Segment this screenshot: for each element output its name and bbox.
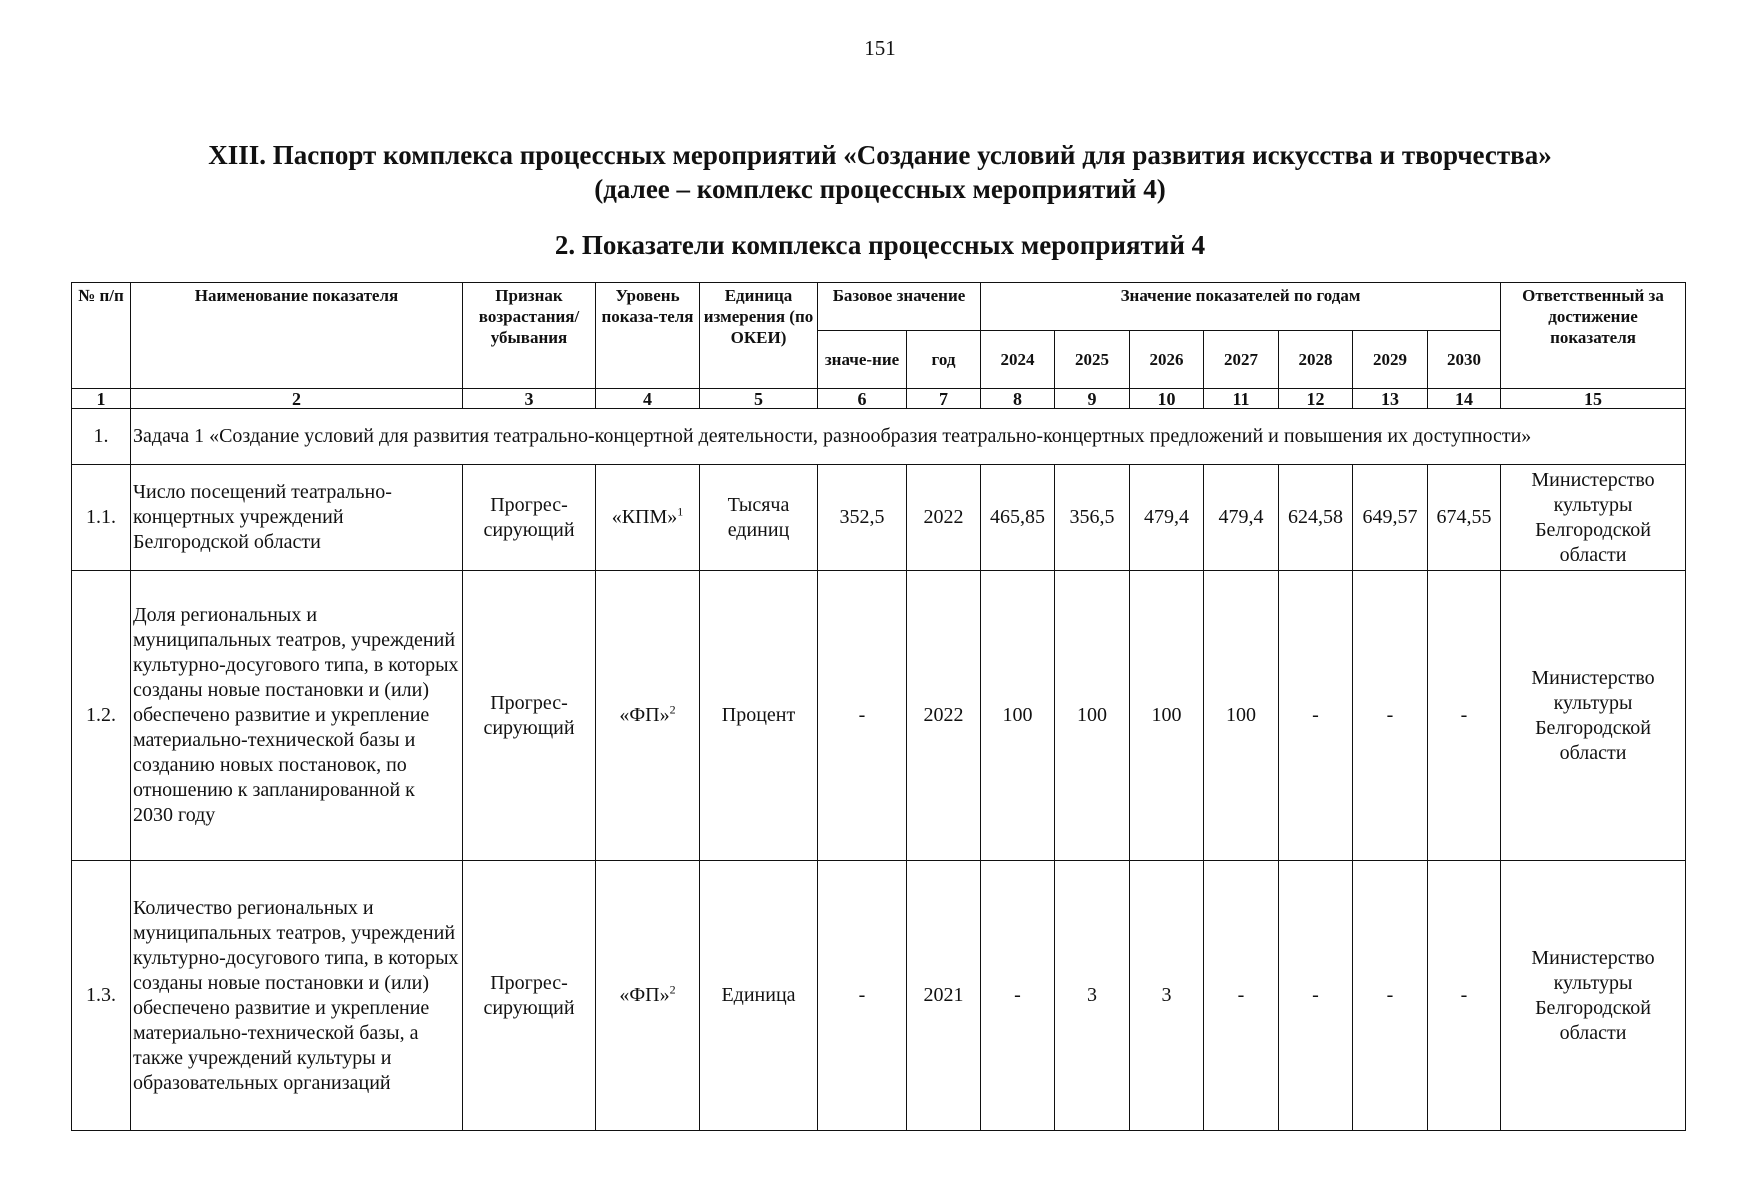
trend-cell: Прогрес-сирующий xyxy=(463,571,596,861)
base-value-cell: - xyxy=(818,861,907,1131)
column-number: 12 xyxy=(1279,389,1353,409)
task-num: 1. xyxy=(72,409,131,465)
row-num: 1.1. xyxy=(72,465,131,571)
responsible-cell: Министерство культуры Белгородской области xyxy=(1501,465,1686,571)
column-number: 15 xyxy=(1501,389,1686,409)
header-trend: Признак возрастания/ убывания xyxy=(463,283,596,389)
footnote-marker: 2 xyxy=(669,702,676,717)
value-cell: - xyxy=(1353,861,1428,1131)
header-unit: Единица измерения (по ОКЕИ) xyxy=(700,283,818,389)
value-cell: - xyxy=(1279,861,1353,1131)
level-cell xyxy=(596,861,700,1131)
value-cell: 479,4 xyxy=(1130,465,1204,571)
level-cell xyxy=(596,465,700,571)
page-number: 151 xyxy=(864,36,896,60)
level-cell xyxy=(596,571,700,861)
row-num: 1.3. xyxy=(72,861,131,1131)
header-year: 2030 xyxy=(1428,331,1501,389)
base-year-cell: 2021 xyxy=(907,861,981,1131)
value-cell: 3 xyxy=(1055,861,1130,1131)
value-cell: 649,57 xyxy=(1353,465,1428,571)
task-text: Задача 1 «Создание условий для развития театрально-концертной деятельности, разнообразия театрально-концертных предложений и повышения их доступности» xyxy=(131,409,1686,465)
value-cell: 356,5 xyxy=(1055,465,1130,571)
header-level: Уровень показа-теля xyxy=(596,283,700,389)
column-number: 7 xyxy=(907,389,981,409)
column-number: 6 xyxy=(818,389,907,409)
value-cell: - xyxy=(1279,571,1353,861)
base-year-cell: 2022 xyxy=(907,465,981,571)
header-year: 2029 xyxy=(1353,331,1428,389)
base-value-cell: 352,5 xyxy=(818,465,907,571)
header-num: № п/п xyxy=(72,283,131,389)
section-subtitle: 2. Показатели комплекса процессных мероприятий 4 xyxy=(554,230,1206,260)
column-number: 5 xyxy=(700,389,818,409)
column-number: 8 xyxy=(981,389,1055,409)
indicator-name: Число посещений театрально-концертных учреждений Белгородской области xyxy=(131,465,463,571)
value-cell: 100 xyxy=(1130,571,1204,861)
header-responsible: Ответственный за достижение показателя xyxy=(1501,283,1686,389)
base-year-cell: 2022 xyxy=(907,571,981,861)
indicators-table xyxy=(71,282,1686,1131)
trend-cell: Прогрес-сирующий xyxy=(463,465,596,571)
value-cell: - xyxy=(1204,861,1279,1131)
header-base-value: значе-ние xyxy=(818,331,907,389)
header-year: 2026 xyxy=(1130,331,1204,389)
unit-cell: Процент xyxy=(700,571,818,861)
value-cell: 100 xyxy=(1204,571,1279,861)
value-cell: - xyxy=(1353,571,1428,861)
header-year: 2027 xyxy=(1204,331,1279,389)
row-num: 1.2. xyxy=(72,571,131,861)
title-line-2: (далее – комплекс процессных мероприятий 4) xyxy=(594,174,1166,204)
responsible-cell: Министерство культуры Белгородской области xyxy=(1501,861,1686,1131)
document-title xyxy=(0,138,1760,206)
value-cell: 100 xyxy=(1055,571,1130,861)
table-row xyxy=(72,571,1686,861)
column-number: 2 xyxy=(131,389,463,409)
column-number: 11 xyxy=(1204,389,1279,409)
unit-cell: Тысяча единиц xyxy=(700,465,818,571)
column-number: 14 xyxy=(1428,389,1501,409)
indicator-name: Количество региональных и муниципальных театров, учреждений культурно-досугового типа, в которых созданы новые постановки и (или) обеспечено развитие и укрепление материально-технической базы, а также учреждений культуры и образовательных организаций xyxy=(131,861,463,1131)
value-cell: - xyxy=(1428,571,1501,861)
title-line-1: XIII. Паспорт комплекса процессных мероприятий «Создание условий для развития искусства и творчества» xyxy=(208,140,1552,170)
indicator-name: Доля региональных и муниципальных театров, учреждений культурно-досугового типа, в которых созданы новые постановки и (или) обеспечено развитие и укрепление материально-технической базы и созданию новых постановок, по отношению к запланированной к 2030 году xyxy=(131,571,463,861)
table-row xyxy=(72,465,1686,571)
level-text: «ФП» xyxy=(619,704,670,726)
value-cell: 674,55 xyxy=(1428,465,1501,571)
header-year: 2024 xyxy=(981,331,1055,389)
value-cell: 479,4 xyxy=(1204,465,1279,571)
header-base-year: год xyxy=(907,331,981,389)
column-number: 4 xyxy=(596,389,700,409)
value-cell: - xyxy=(1428,861,1501,1131)
footnote-marker: 1 xyxy=(677,504,684,519)
task-row xyxy=(72,409,1686,465)
trend-cell: Прогрес-сирующий xyxy=(463,861,596,1131)
footnote-marker: 2 xyxy=(669,982,676,997)
header-years-group: Значение показателей по годам xyxy=(981,283,1501,331)
column-number: 3 xyxy=(463,389,596,409)
value-cell: 3 xyxy=(1130,861,1204,1131)
value-cell: - xyxy=(981,861,1055,1131)
column-numbers-row xyxy=(72,389,1686,409)
level-text: «КПМ» xyxy=(611,506,678,528)
base-value-cell: - xyxy=(818,571,907,861)
value-cell: 624,58 xyxy=(1279,465,1353,571)
header-name: Наименование показателя xyxy=(131,283,463,389)
column-number: 9 xyxy=(1055,389,1130,409)
column-number: 10 xyxy=(1130,389,1204,409)
header-year: 2028 xyxy=(1279,331,1353,389)
unit-cell: Единица xyxy=(700,861,818,1131)
header-year: 2025 xyxy=(1055,331,1130,389)
responsible-cell: Министерство культуры Белгородской области xyxy=(1501,571,1686,861)
column-number: 1 xyxy=(72,389,131,409)
value-cell: 100 xyxy=(981,571,1055,861)
table-row xyxy=(72,861,1686,1131)
header-base: Базовое значение xyxy=(818,283,981,331)
column-number: 13 xyxy=(1353,389,1428,409)
level-text: «ФП» xyxy=(619,984,670,1006)
value-cell: 465,85 xyxy=(981,465,1055,571)
